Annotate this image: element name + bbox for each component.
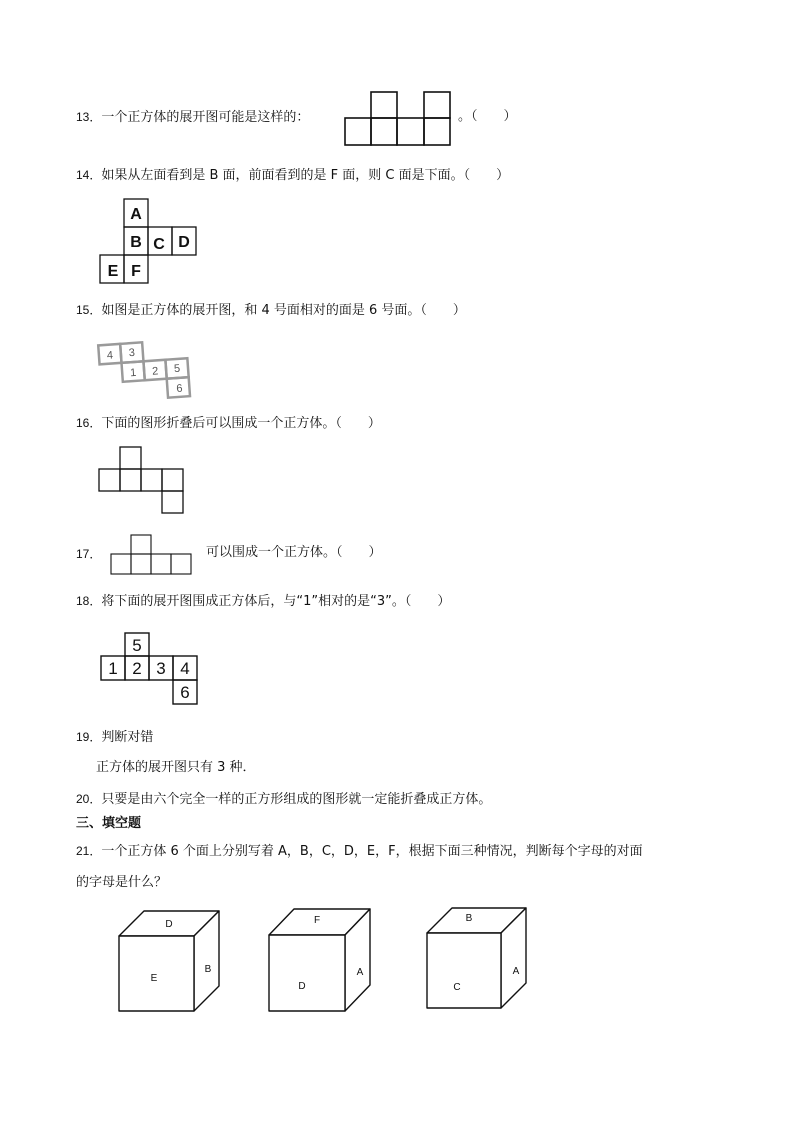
net-label: 3 <box>156 659 166 678</box>
question-number: 18． <box>76 594 102 608</box>
question-number: 13． <box>76 110 102 124</box>
cube-top-label: D <box>165 919 173 930</box>
net-label: F <box>131 263 141 280</box>
question-number: 21． <box>76 844 102 858</box>
net-label: 3 <box>128 346 136 360</box>
q17-cube-net <box>110 534 194 576</box>
question-number: 19． <box>76 730 102 744</box>
question-number: 20． <box>76 792 102 806</box>
question-text: 一个正方体的展开图可能是这样的： <box>101 110 310 125</box>
cube-front-label: E <box>150 973 158 984</box>
question-number: 15． <box>76 303 102 317</box>
question-21 <box>76 842 643 861</box>
cube-side-label: B <box>204 964 212 975</box>
question-number: 17． <box>76 547 102 561</box>
net-label: D <box>178 234 190 251</box>
q15-cube-net <box>98 336 200 402</box>
net-label: E <box>107 263 119 280</box>
cube-top-label: B <box>465 913 473 924</box>
net-label: 5 <box>132 636 142 655</box>
net-label: C <box>153 236 165 253</box>
cube-1 <box>116 909 222 1013</box>
q16-cube-net <box>98 446 186 514</box>
question-text: 将下面的展开图围成正方体后，与“1”相对的是“3”。（ ） <box>101 594 451 609</box>
question-16 <box>76 414 381 433</box>
question-17 <box>76 545 101 564</box>
question-text: 判断对错 <box>101 730 154 745</box>
net-label: 4 <box>106 349 114 362</box>
net-label: 4 <box>180 659 190 678</box>
question-number: 14． <box>76 168 102 182</box>
net-label: 5 <box>173 362 181 376</box>
net-label: 2 <box>151 365 159 378</box>
question-15 <box>76 301 466 320</box>
net-label: 6 <box>175 382 183 396</box>
question-19 <box>76 728 153 747</box>
question-text: 如图是正方体的展开图，和 4 号面相对的面是 6 号面。（ ） <box>101 303 466 318</box>
question-13 <box>76 108 309 127</box>
cube-top-label: F <box>313 915 321 926</box>
cube-front-label: C <box>453 982 461 993</box>
cube-side-label: A <box>356 967 364 978</box>
question-18 <box>76 592 450 611</box>
question-20 <box>76 790 491 809</box>
net-label: A <box>130 206 142 223</box>
question-19-statement: 正方体的展开图只有 3 种． <box>96 760 256 775</box>
net-label: 2 <box>132 659 142 678</box>
question-text: 如果从左面看到是 B 面，前面看到的是 F 面，则 C 面是下面。（ ） <box>101 168 510 183</box>
question-number: 16． <box>76 416 102 430</box>
q14-cube-net <box>97 198 199 284</box>
cube-3 <box>424 906 530 1010</box>
cube-side-label: A <box>512 966 520 977</box>
net-label: 1 <box>129 366 137 380</box>
question-text: 一个正方体 6 个面上分别写着 A，B，C，D，E，F，根据下面三种情况，判断每个字母的对面 <box>101 844 643 859</box>
question-14 <box>76 166 509 185</box>
cube-2 <box>266 907 372 1013</box>
net-label: B <box>130 234 142 251</box>
question-text: 只要是由六个完全一样的正方形组成的图形就一定能折叠成正方体。 <box>101 792 492 807</box>
net-label: 1 <box>108 659 118 678</box>
question-text: 下面的图形折叠后可以围成一个正方体。（ ） <box>101 416 381 431</box>
section-title: 三、填空题 <box>76 816 142 831</box>
net-label: 6 <box>180 683 190 702</box>
question-21-line2: 的字母是什么？ <box>76 875 168 890</box>
cube-front-label: D <box>298 981 306 992</box>
q18-cube-net <box>100 632 202 706</box>
question-17-text: 可以围成一个正方体。（ ） <box>206 545 382 560</box>
q13-cube-net <box>344 91 454 147</box>
question-13-answer-blank: 。（ ） <box>458 109 517 124</box>
